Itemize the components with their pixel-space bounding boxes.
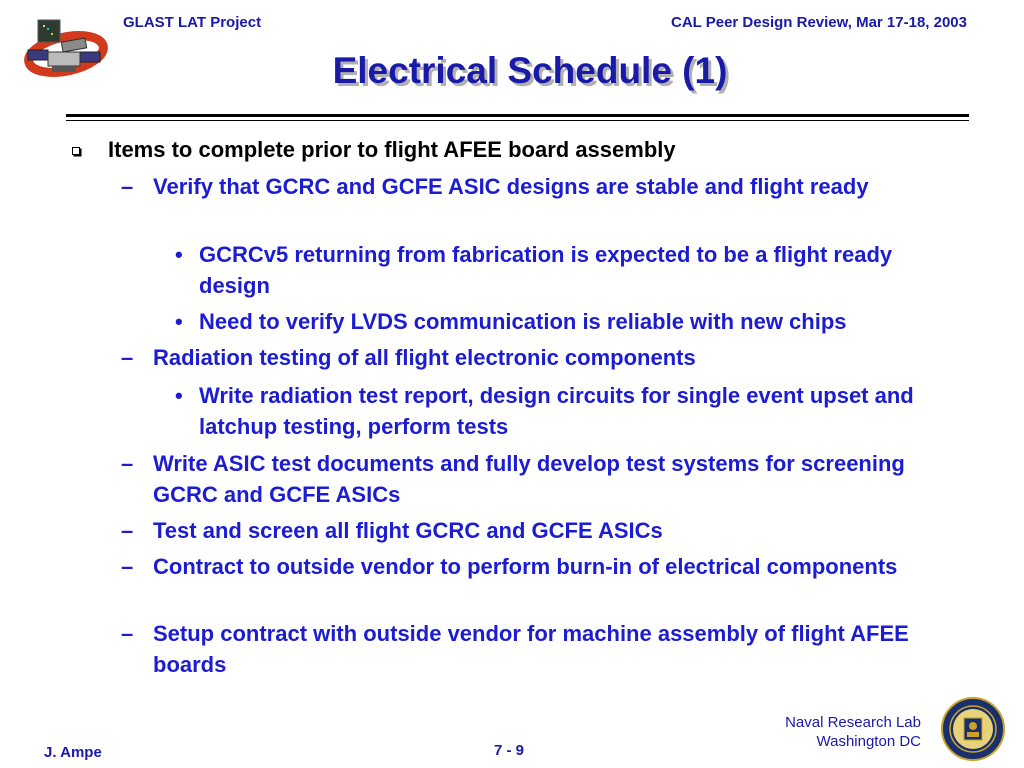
bullet-text: Contract to outside vendor to perform burn-in of electrical components: [153, 554, 898, 579]
bullet-text: Items to complete prior to flight AFEE board assembly: [108, 137, 676, 162]
org-line-1: Naval Research Lab: [785, 714, 921, 731]
title-rule: [66, 114, 969, 117]
bullet-text: Setup contract with outside vendor for machine assembly of flight AFEE boards: [153, 621, 909, 677]
bullet-text: Write ASIC test documents and fully develop test systems for screening GCRC and GCFE ASICs: [153, 451, 905, 507]
header-review: CAL Peer Design Review, Mar 17-18, 2003: [671, 14, 967, 31]
bullet-level1: [121, 551, 968, 582]
dot-bullet-icon: •: [175, 242, 183, 267]
bullet-level1: [121, 515, 968, 546]
dash-bullet-icon: –: [121, 554, 134, 579]
naval-research-lab-seal-icon: [940, 696, 1006, 762]
bullet-text: Test and screen all flight GCRC and GCFE ASICs: [153, 518, 663, 543]
dash-bullet-icon: –: [121, 451, 134, 476]
bullet-level1: [121, 342, 968, 373]
header-project: GLAST LAT Project: [123, 14, 262, 31]
bullet-level2: [175, 306, 969, 337]
dash-bullet-icon: –: [121, 345, 134, 370]
bullet-level2: [175, 380, 969, 442]
footer-organization: [785, 713, 921, 751]
title-rule-thin: [66, 120, 969, 121]
bullet-level1: [121, 448, 968, 510]
dot-bullet-icon: •: [175, 383, 183, 408]
page-number: 7 - 9: [494, 742, 525, 759]
bullet-text: Radiation testing of all flight electronic components: [153, 345, 696, 370]
dot-bullet-icon: •: [175, 309, 183, 334]
bullet-level0: [108, 134, 676, 165]
dash-bullet-icon: –: [121, 174, 134, 199]
slide-title: Electrical Schedule (1): [332, 50, 728, 91]
bullet-text: Write radiation test report, design circuits for single event upset and latchup testing, perform tests: [199, 383, 914, 439]
org-line-2: Washington DC: [816, 733, 921, 750]
dash-bullet-icon: –: [121, 621, 134, 646]
bullet-text: GCRCv5 returning from fabrication is expected to be a flight ready design: [199, 242, 893, 298]
bullet-level1: [121, 618, 968, 680]
bullet-level1: [121, 171, 968, 202]
bullet-level2: [175, 239, 969, 301]
square-bullet-icon: [72, 147, 80, 155]
dash-bullet-icon: –: [121, 518, 134, 543]
footer-author: J. Ampe: [44, 744, 102, 761]
bullet-text: Need to verify LVDS communication is reliable with new chips: [199, 309, 847, 334]
bullet-text: Verify that GCRC and GCFE ASIC designs are stable and flight ready: [153, 174, 869, 199]
